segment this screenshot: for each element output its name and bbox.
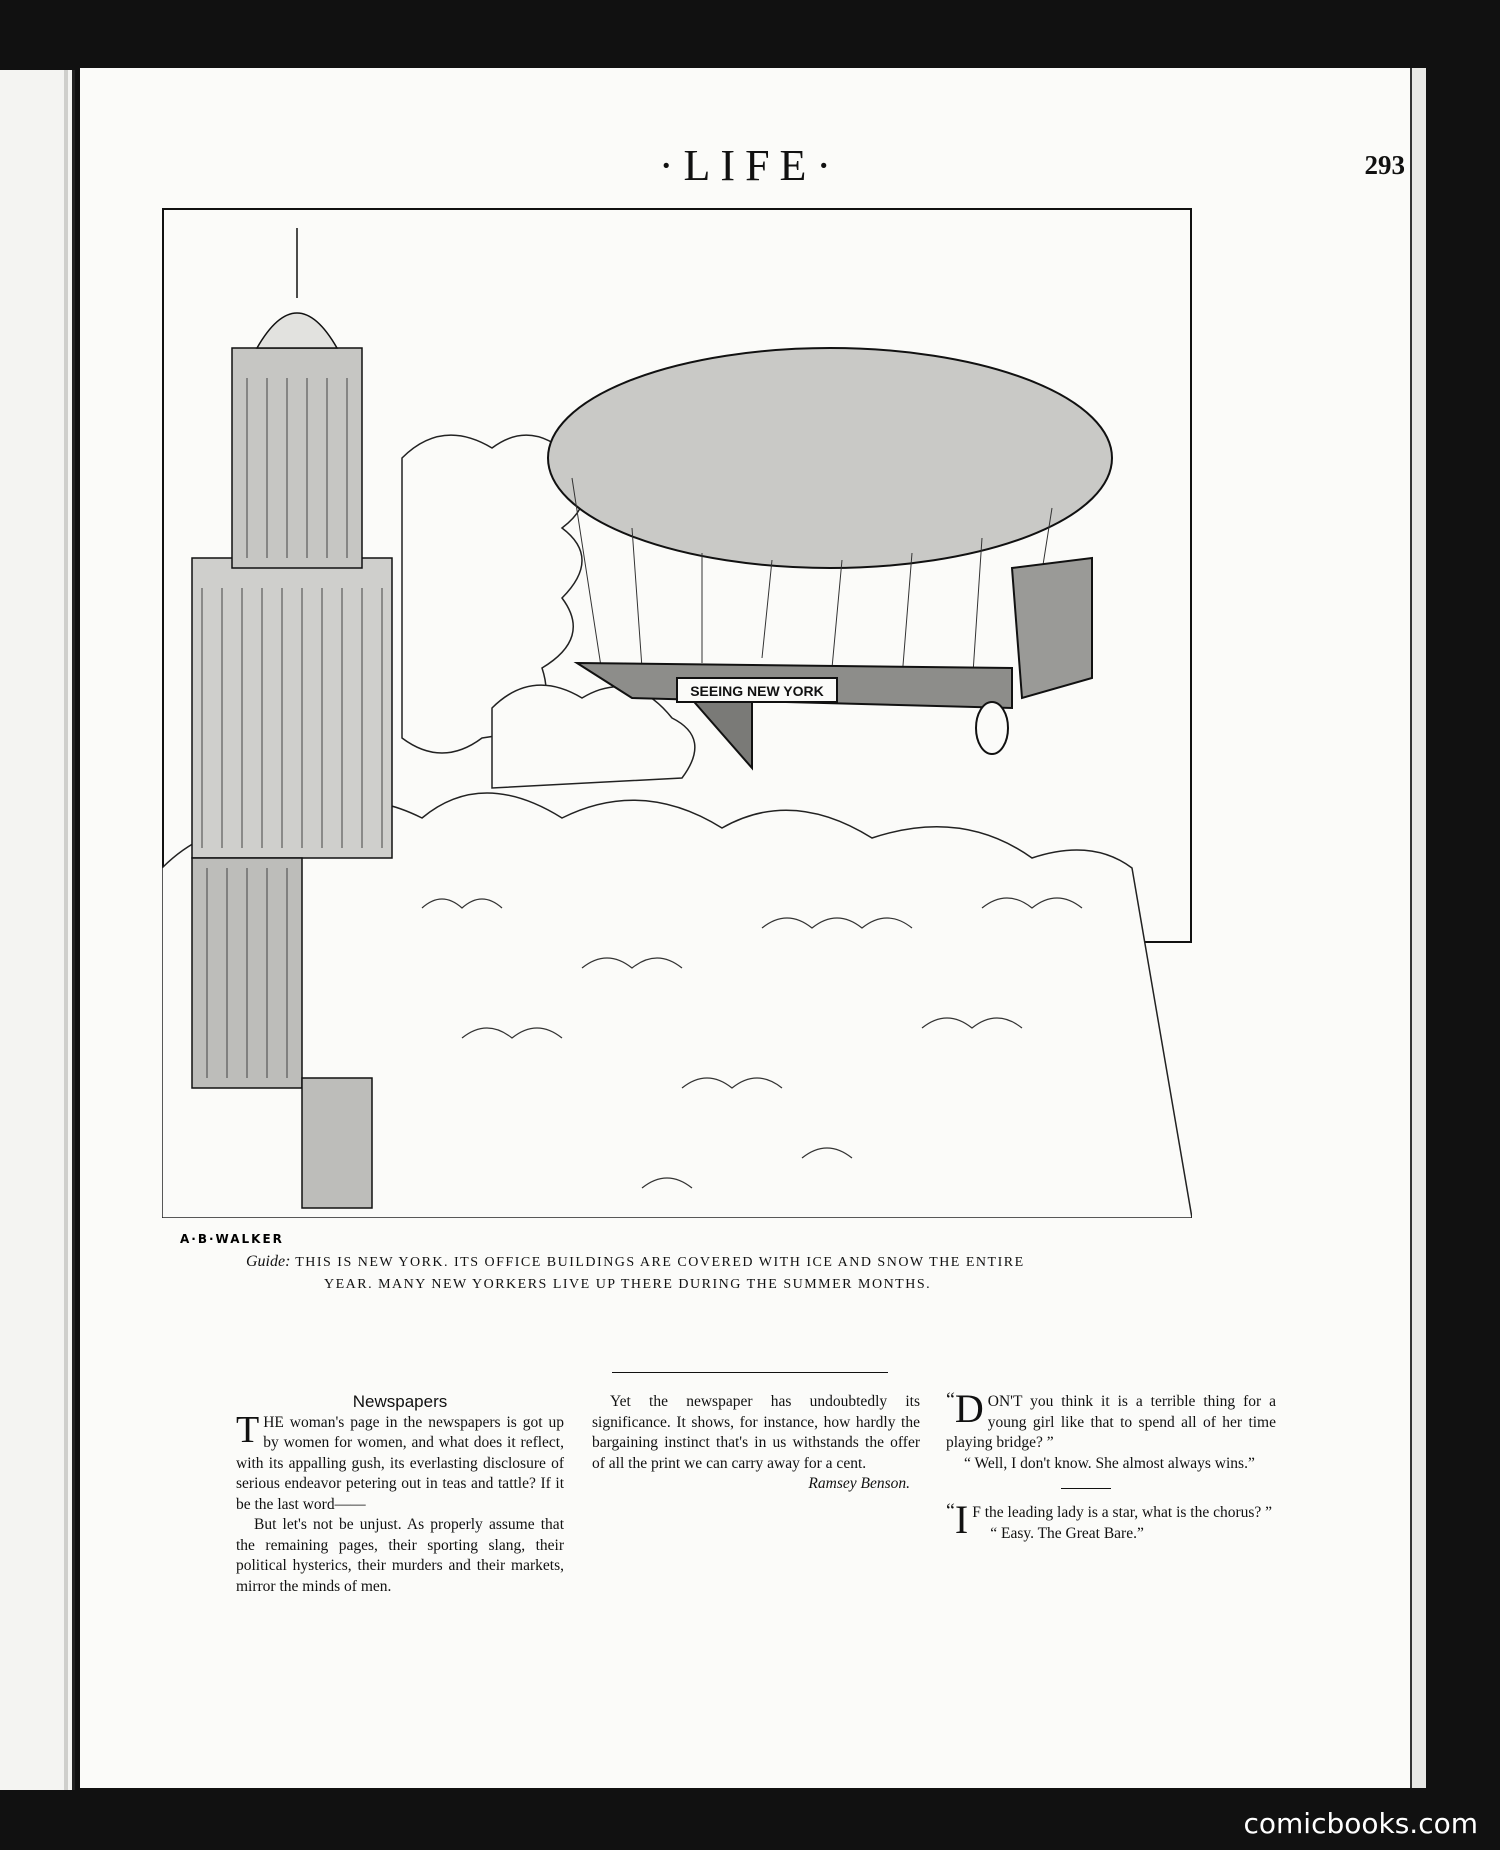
watermark: comicbooks.com [1243, 1807, 1478, 1840]
jokes-column [946, 1386, 1276, 1558]
joke-1-open-quote: “ [946, 1389, 955, 1411]
masthead: ·LIFE· [658, 141, 842, 190]
airship-banner: SEEING NEW YORK [690, 683, 824, 699]
caption-speaker: Guide: [246, 1253, 291, 1270]
joke-divider [1061, 1488, 1111, 1489]
page-number: 293 [1364, 150, 1405, 180]
joke-2 [946, 1497, 1276, 1544]
gutter-shadow [64, 70, 68, 1790]
right-page-edge [1410, 68, 1426, 1788]
section-divider [612, 1372, 888, 1373]
article-heading: Newspapers [352, 1392, 448, 1411]
article-byline: Ramsey Benson. [808, 1475, 910, 1492]
cartoon-caption [246, 1252, 1196, 1295]
joke-1 [946, 1386, 1276, 1474]
joke-2-dropcap: I [954, 1497, 969, 1542]
article-column-2 [592, 1392, 920, 1495]
article-paragraph-3: Yet the newspaper has undoubtedly its significance. It shows, for instance, how hardly the bargaining instinct that's in us withstands the offer of all the print we can carry away for a cent. [592, 1393, 920, 1472]
joke-2-open-quote: “ [946, 1500, 955, 1522]
joke-1-text: ON'T you think it is a terrible thing for a young girl like that to spend all of her time playing bridge? ” [946, 1393, 1276, 1451]
cartoon-illustration [162, 208, 1192, 1218]
joke-2-text: F the leading lady is a star, what is the chorus? ” [972, 1504, 1273, 1521]
article-paragraph-2: But let's not be unjust. As properly assume that the remaining pages, their sporting slang, their political hysterics, their murders and their markets, mirror the minds of men. [236, 1516, 564, 1595]
caption-line-2: YEAR. MANY NEW YORKERS LIVE UP THERE DURING THE SUMMER MONTHS. [324, 1277, 932, 1292]
caption-line-1: THIS IS NEW YORK. ITS OFFICE BUILDINGS ARE COVERED WITH ICE AND SNOW THE ENTIRE [295, 1255, 1025, 1270]
article-paragraph-1-text: HE woman's page in the newspapers is got up by women for women, and what does it reflect, with its appalling gush, its everlasting disclosure of serious endeavor petering out in teas and tattle? If it be the last word—— [236, 1413, 564, 1513]
artist-signature: A·B·WALKER [180, 1232, 284, 1246]
joke-1-dropcap: D [954, 1386, 984, 1431]
article-paragraph-1 [236, 1408, 564, 1516]
article-column-1 [236, 1392, 564, 1597]
article-dropcap: T [236, 1408, 260, 1451]
left-page-edge [0, 70, 75, 1790]
joke-2-reply: “ Easy. The Great Bare.” [990, 1524, 1144, 1542]
joke-1-reply: “ Well, I don't know. She almost always wins.” [964, 1454, 1255, 1472]
